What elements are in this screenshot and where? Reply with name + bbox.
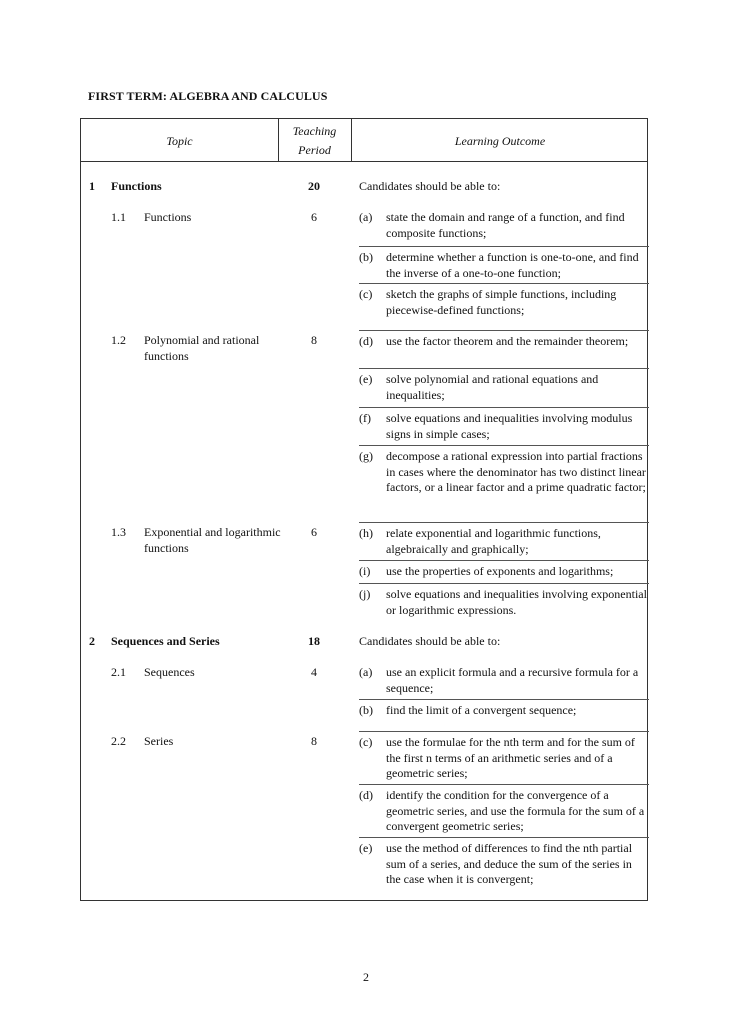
outcome-text: decompose a rational expression into partial fractions in cases where the denominator has two distinct linear factors, or a linear factor and a prime quadratic factor; [386, 449, 646, 494]
outcome-label: (d) [359, 334, 373, 348]
subsection-number: 1.3 [111, 525, 126, 539]
section-intro: Candidates should be able to: [359, 179, 501, 193]
learning-outcome [359, 246, 649, 281]
subsection-title: Exponential and logarithmic functions [144, 525, 281, 555]
header-topic: Topic [166, 134, 193, 148]
outcome-label: (c) [359, 735, 373, 749]
subsection-period: 6 [311, 210, 317, 224]
section-number: 2 [89, 634, 95, 648]
subsection-number: 1.2 [111, 333, 126, 347]
learning-outcome [359, 837, 649, 888]
header-teaching: Teaching [292, 124, 337, 138]
outcome-label: (e) [359, 372, 373, 386]
outcome-label: (a) [359, 665, 373, 679]
outcome-label: (j) [359, 587, 371, 601]
learning-outcome [359, 699, 649, 719]
learning-outcome [359, 731, 649, 782]
learning-outcome [359, 330, 649, 350]
outcome-label: (d) [359, 788, 373, 802]
learning-outcome [359, 283, 649, 318]
outcome-text: use an explicit formula and a recursive formula for a sequence; [386, 665, 639, 695]
outcome-text: solve equations and inequalities involving modulus signs in simple cases; [386, 411, 633, 441]
section-title: Sequences and Series [111, 634, 220, 648]
outcome-text: state the domain and range of a function, and find composite functions; [386, 210, 625, 240]
page-heading: FIRST TERM: ALGEBRA AND CALCULUS [88, 89, 328, 103]
learning-outcome [359, 210, 649, 241]
subsection-title: Sequences [144, 665, 195, 679]
outcome-text: determine whether a function is one-to-one, and find the inverse of a one-to-one function; [386, 250, 639, 280]
outcome-label: (i) [359, 564, 371, 578]
outcome-text: solve polynomial and rational equations and inequalities; [386, 372, 599, 402]
section-intro: Candidates should be able to: [359, 634, 501, 648]
subsection-period: 6 [311, 525, 317, 539]
learning-outcome [359, 665, 649, 696]
subsection-number: 1.1 [111, 210, 126, 224]
header-period: Period [298, 143, 331, 157]
outcome-text: use the factor theorem and the remainder theorem; [386, 334, 629, 348]
subsection-number: 2.1 [111, 665, 126, 679]
section-period: 18 [308, 634, 320, 648]
outcome-text: relate exponential and logarithmic functions, algebraically and graphically; [386, 526, 601, 556]
outcome-label: (e) [359, 841, 373, 855]
subsection-period: 8 [311, 333, 317, 347]
learning-outcome [359, 784, 649, 835]
section-period: 20 [308, 179, 320, 193]
learning-outcome [359, 445, 649, 496]
section-title: Functions [111, 179, 162, 193]
outcome-text: identify the condition for the convergence of a geometric series, and use the formula for the sum of a convergent geometric series; [386, 788, 645, 833]
outcome-label: (f) [359, 411, 371, 425]
page-number: 2 [363, 970, 369, 984]
header-learning-outcome: Learning Outcome [454, 134, 546, 148]
subsection-title: Functions [144, 210, 192, 224]
section-number: 1 [89, 179, 95, 193]
subsection-title: Series [144, 734, 174, 748]
learning-outcome [359, 407, 649, 442]
learning-outcome [359, 583, 649, 618]
outcome-text: use the properties of exponents and logarithms; [386, 564, 614, 578]
syllabus-table [80, 118, 648, 901]
outcome-label: (a) [359, 210, 373, 224]
outcome-text: use the method of differences to find the nth partial sum of a series, and deduce the sum of the series in the case when it is convergent; [386, 841, 633, 886]
outcome-label: (b) [359, 250, 373, 264]
outcome-label: (b) [359, 703, 373, 717]
subsection-period: 8 [311, 734, 317, 748]
learning-outcome [359, 368, 649, 403]
outcome-text: sketch the graphs of simple functions, including piecewise-defined functions; [386, 287, 617, 317]
subsection-period: 4 [311, 665, 317, 679]
outcome-text: find the limit of a convergent sequence; [386, 703, 577, 717]
subsection-title: Polynomial and rational functions [144, 333, 260, 363]
outcome-label: (c) [359, 287, 373, 301]
subsection-number: 2.2 [111, 734, 126, 748]
outcome-label: (g) [359, 449, 373, 463]
learning-outcome [359, 522, 649, 557]
outcome-label: (h) [359, 526, 373, 540]
learning-outcome [359, 560, 649, 580]
outcome-text: use the formulae for the nth term and for the sum of the first n terms of an arithmetic series and of a geometric series; [386, 735, 635, 780]
outcome-text: solve equations and inequalities involving exponential or logarithmic expressions. [386, 587, 647, 617]
